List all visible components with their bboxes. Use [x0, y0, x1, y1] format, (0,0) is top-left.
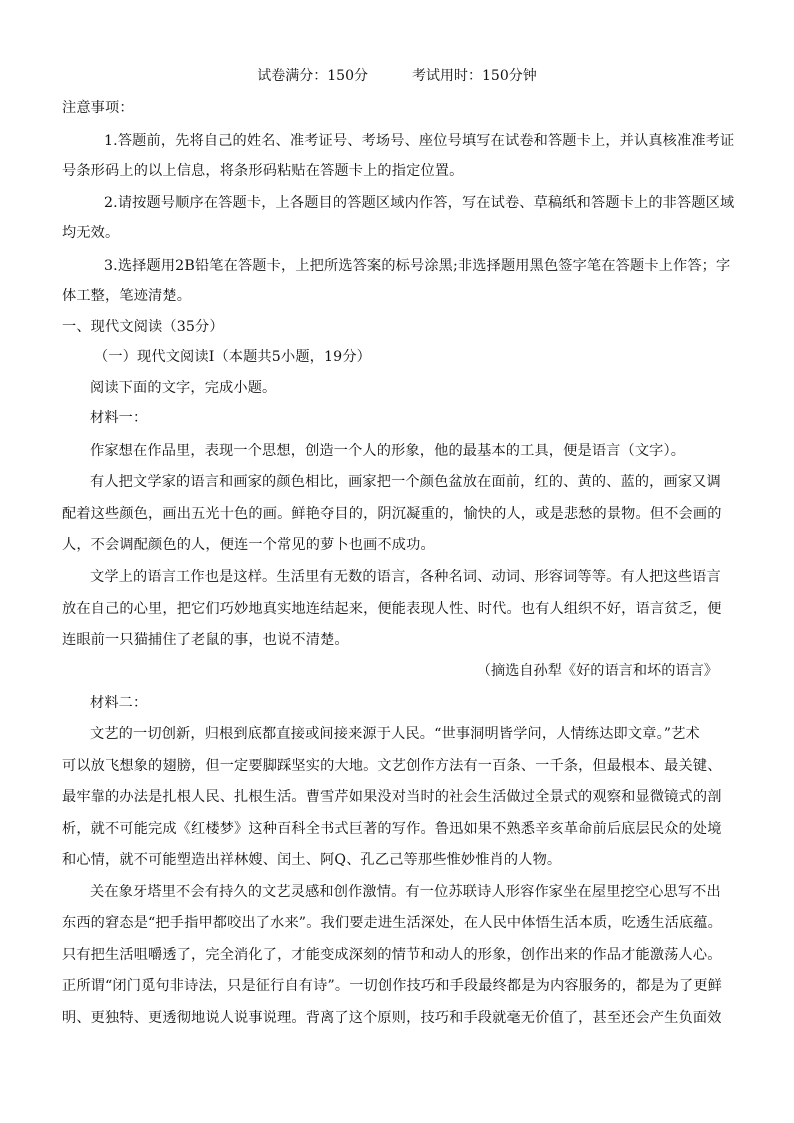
notice-title: 注意事项：	[62, 100, 134, 116]
material-2-paragraph-1-line-5: 和心情，就不可能塑造出祥林嫂、闰土、阿Q、孔乙己等那些惟妙惟肖的人物。	[62, 852, 562, 868]
material-1-paragraph-2-line-3: 人，不会调配颜色的人，便连一个常见的萝卜也画不成功。	[62, 537, 435, 553]
section-heading: 一、现代文阅读（35分）	[62, 319, 224, 335]
material-2-paragraph-1-line-3: 最牢靠的办法是扎根人民、扎根生活。曹雪芹如果没对当时的社会生活做过全景式的观察和显微镜式的剖	[62, 789, 722, 805]
full-score: 试卷满分：150分	[257, 68, 368, 84]
notice-item-2-line-2: 均无效。	[62, 225, 120, 241]
time-limit: 考试用时：150分钟	[412, 68, 537, 84]
material-2-paragraph-1-line-4: 析，就不可能完成《红楼梦》这种百科全书式巨著的写作。鲁迅如果不熟悉辛亥革命前后底层民众的处境	[62, 821, 722, 837]
notice-item-3-line-2: 体工整，笔迹清楚。	[62, 288, 192, 304]
material-1-paragraph-1: 作家想在作品里，表现一个思想，创造一个人的形象，他的最基本的工具，便是语言（文字）。	[90, 443, 686, 459]
material-2-paragraph-2-line-3: 只有把生活咀嚼透了，完全消化了，才能变成深刻的情节和动人的形象，创作出来的作品才能激荡人心。	[62, 947, 722, 963]
section-sub-heading: （一）现代文阅读Ⅰ（本题共5小题，19分）	[94, 349, 372, 365]
exam-header	[0, 66, 794, 86]
notice-item-3-line-1: 3.选择题用2B铅笔在答题卡，上把所选答案的标号涂黑;非选择题用黑色签字笔在答题卡上作答；字	[104, 258, 731, 274]
material-2-paragraph-2-line-4: 正所谓“闭门觅句非诗法，只是征行自有诗”。一切创作技巧和手段最终都是为内容服务的，都是为了更鲜	[62, 978, 722, 994]
material-2-paragraph-1-line-1: 文艺的一切创新，归根到底都直接或间接来源于人民。“世事洞明皆学问，人情练达即文章。”艺术	[90, 726, 700, 742]
section-instruction: 阅读下面的文字，完成小题。	[90, 380, 277, 396]
notice-item-1-line-2: 号条形码上的以上信息，将条形码粘贴在答题卡上的指定位置。	[62, 163, 464, 179]
material-2-paragraph-1-line-2: 可以放飞想象的翅膀，但一定要脚踩坚实的大地。文艺创作方法有一百条、一千条，但最根本、最关键、	[62, 758, 722, 774]
material-2-paragraph-2-line-2: 东西的窘态是“把手指甲都咬出了水来”。我们要走进生活深处，在人民中体悟生活本质，吃透生活底蕴。	[62, 915, 722, 931]
material-1-paragraph-2-line-1: 有人把文学家的语言和画家的颜色相比，画家把一个颜色盆放在面前，红的、黄的、蓝的，画家又调	[90, 474, 721, 490]
notice-item-1-line-1: 1.答题前，先将自己的姓名、准考证号、考场号、座位号填写在试卷和答题卡上，并认真核准准考证	[104, 133, 735, 149]
material-2-paragraph-2-line-5: 明、更独特、更透彻地说人说事说理。背离了这个原则，技巧和手段就毫无价值了，甚至还会产生负面效	[62, 1010, 722, 1026]
material-1-source: （摘选自孙犁《好的语言和坏的语言》	[476, 663, 718, 679]
material-2-label: 材料二：	[90, 695, 148, 711]
material-1-paragraph-3-line-1: 文学上的语言工作也是这样。生活里有无数的语言，各种名词、动词、形容词等等。有人把这些语言	[90, 569, 721, 585]
notice-item-2-line-1: 2.请按题号顺序在答题卡，上各题目的答题区域内作答，写在试卷、草稿纸和答题卡上的非答题区域	[104, 195, 735, 211]
material-1-paragraph-3-line-2: 放在自己的心里，把它们巧妙地真实地连结起来，便能表现人性、时代。也有人组织不好，语言贫乏，便	[62, 601, 722, 617]
material-2-paragraph-2-line-1: 关在象牙塔里不会有持久的文艺灵感和创作激情。有一位苏联诗人形容作家坐在屋里挖空心思写不出	[90, 884, 721, 900]
material-1-paragraph-2-line-2: 配着这些颜色，画出五光十色的画。鲜艳夺目的，阴沉凝重的，愉快的人，或是悲愁的景物。但不会画的	[62, 506, 722, 522]
material-1-label: 材料一：	[90, 410, 148, 426]
material-1-paragraph-3-line-3: 连眼前一只猫捕住了老鼠的事，也说不清楚。	[62, 632, 349, 648]
